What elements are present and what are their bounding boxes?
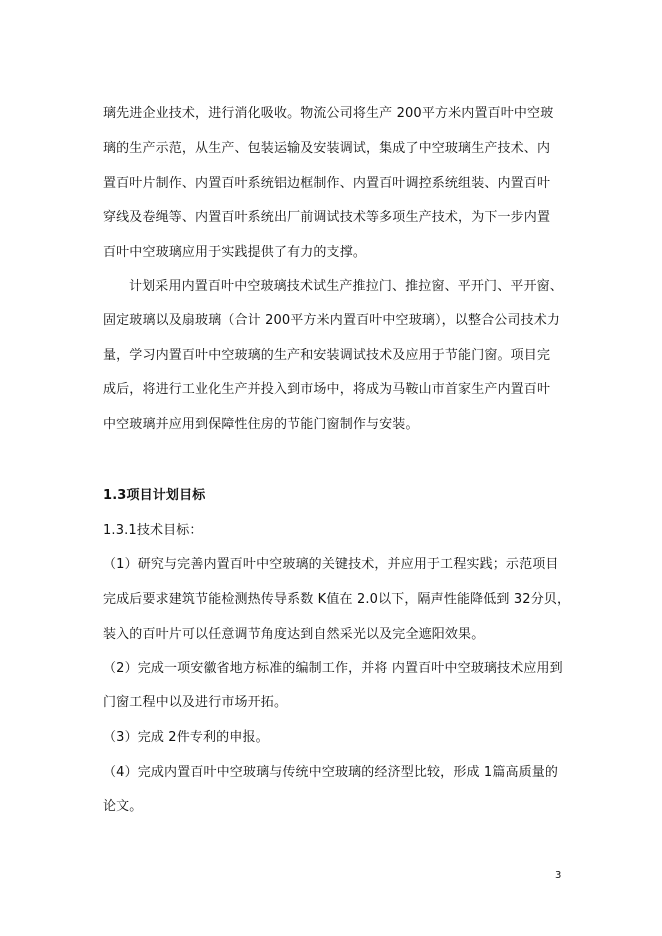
objective-line: （1）研究与完善内置百叶中空玻璃的关键技术，并应用于工程实践；示范项目: [103, 557, 559, 572]
paragraph-line: 量，学习内置百叶中空玻璃的生产和安装调试技术及应用于节能门窗。项目完: [103, 348, 551, 363]
paragraph-line: 成后，将进行工业化生产并投入到市场中，将成为马鞍山市首家生产内置百叶: [103, 382, 551, 397]
objective-line: （3）完成 2件专利的申报。: [103, 730, 269, 745]
objective-line: （4）完成内置百叶中空玻璃与传统中空玻璃的经济型比较，形成 1篇高质量的: [103, 765, 559, 780]
objective-line: （2）完成一项安徽省地方标准的编制工作，并将 内置百叶中空玻璃技术应用到: [103, 661, 563, 676]
section-heading: 1.3项目计划目标: [103, 488, 206, 503]
subsection-heading: 1.3.1技术目标：: [103, 523, 203, 538]
objective-line: 门窗工程中以及进行市场开拓。: [103, 695, 288, 710]
paragraph-line: 璃先进企业技术，进行消化吸收。物流公司将生产 200平方米内置百叶中空玻: [103, 106, 554, 121]
paragraph-line: 置百叶片制作、内置百叶系统铝边框制作、内置百叶调控系统组装、内置百叶: [103, 176, 551, 191]
paragraph-line: 固定玻璃以及扇玻璃（合计 200平方米内置百叶中空玻璃），以整合公司技术力: [103, 313, 560, 328]
paragraph-line: 穿线及卷绳等、内置百叶系统出厂前调试技术等多项生产技术，为下一步内置: [103, 210, 551, 225]
paragraph-line: 璃的生产示范，从生产、包装运输及安装调试，集成了中空玻璃生产技术、内: [103, 141, 551, 156]
paragraph-line: 中空玻璃并应用到保障性住房的节能门窗制作与安装。: [103, 417, 419, 432]
objective-line: 完成后要求建筑节能检测热传导系数 K值在 2.0以下，隔声性能降低到 32分贝，: [103, 592, 571, 607]
paragraph-line: 计划采用内置百叶中空玻璃技术试生产推拉门、推拉窗、平开门、平开窗、: [129, 279, 563, 294]
page-number: 3: [555, 870, 562, 881]
paragraph-line: 百叶中空玻璃应用于实践提供了有力的支撑。: [103, 245, 367, 260]
objective-line: 论文。: [103, 799, 143, 814]
objective-line: 装入的百叶片可以任意调节角度达到自然采光以及完全遮阳效果。: [103, 627, 485, 642]
